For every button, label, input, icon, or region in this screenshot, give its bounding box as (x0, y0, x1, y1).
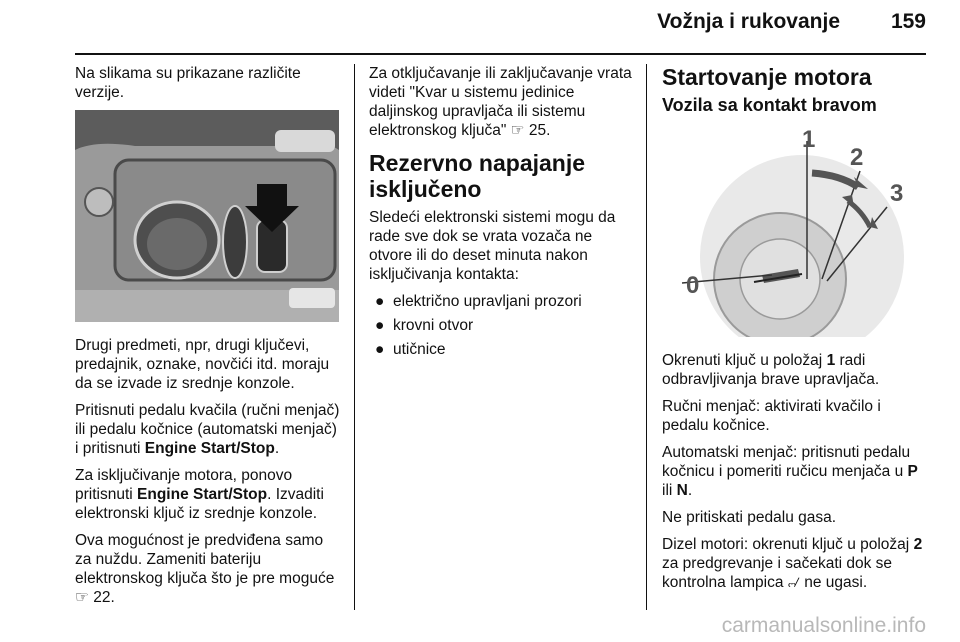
list-item (369, 316, 637, 335)
text: ili (662, 482, 673, 499)
text: Automatski menjač: pritisnuti pedalu kočnicu i pomeriti ručicu menjača u (662, 444, 911, 480)
text: Za isključivanje motora, ponovo pritisnuti (75, 467, 293, 503)
section-heading: Startovanje motora (662, 64, 872, 90)
systems-list (369, 292, 637, 359)
text: . (274, 440, 280, 457)
page-reference[interactable]: ☞ 22. (75, 589, 115, 606)
text: Dizel motori: okrenuti ključ u položaj (662, 536, 910, 553)
position-label-2: 2 (850, 144, 864, 171)
bullet: ● (375, 317, 385, 334)
text: Ova mogućnost je predviđena samo za nuždu. Zameniti bateriju elektronskog ključa što je pre moguće (75, 532, 335, 587)
engine-start-stop-label: Engine Start/Stop (137, 486, 268, 503)
text: krovni otvor (393, 317, 474, 334)
text: ne ugasi. (804, 574, 868, 591)
paragraph-automatic (662, 443, 930, 500)
text: utičnice (393, 341, 446, 358)
paragraph-turn-off (75, 466, 343, 523)
list-item (369, 340, 637, 359)
list-item (369, 292, 637, 311)
text: Pritisnuti pedalu kvačila (ručni menjač) ili pedalu kočnice (automatski menjač) i pritisnuti (75, 402, 340, 457)
paragraph-systems: Sledeći elektronski sistemi mogu da rade sve dok se vrata vozača ne otvore ili do deset minuta nakon isključivanja kontakta: (369, 209, 616, 283)
column-1 (75, 64, 343, 615)
console-figure (75, 110, 339, 322)
paragraph-remove-objects: Drugi predmeti, npr, drugi ključevi, predajnik, oznake, novčići itd. moraju da se izvade iz srednje konzole. (75, 337, 330, 392)
glow-plug-icon: ୷ (787, 574, 800, 591)
paragraph-manual: Ručni menjač: aktivirati kvačilo i pedalu kočnice. (662, 398, 881, 434)
subheading: Vozila sa kontakt bravom (662, 95, 877, 115)
text: . Izvaditi elektronski ključ iz srednje konzole. (75, 486, 324, 522)
position-label-0: 0 (686, 272, 700, 299)
paragraph-press-pedal (75, 401, 343, 458)
column-divider (646, 64, 647, 610)
ignition-switch-figure (662, 125, 926, 337)
gear-p: P (907, 463, 918, 480)
intro-text: Na slikama su prikazane različite verzije. (75, 65, 301, 101)
position-number: 2 (913, 536, 923, 553)
text: električno upravljani prozori (393, 293, 582, 310)
paragraph-emergency (75, 531, 343, 607)
gear-n: N (676, 482, 688, 499)
text: . (687, 482, 693, 499)
column-3 (662, 64, 930, 600)
paragraph-unlock (369, 64, 637, 140)
text: Za otključavanje ili zaključavanje vrata videti "Kvar u sistemu jedinice daljinskog upravljača ili sistemu elektronskog ključa" (369, 65, 632, 139)
position-label-3: 3 (890, 180, 904, 207)
text: Okrenuti ključ u položaj (662, 352, 823, 369)
column-divider (354, 64, 355, 610)
watermark: carmanualsonline.info (721, 614, 926, 637)
paragraph-no-gas: Ne pritiskati pedalu gasa. (662, 509, 837, 526)
text: radi odbravljivanja brave upravljača. (662, 352, 880, 388)
position-number: 1 (826, 352, 836, 369)
text: za predgrevanje i sačekati dok se kontrolna lampica (662, 555, 893, 591)
bullet: ● (375, 293, 385, 310)
header-rule (75, 53, 926, 55)
bullet: ● (375, 341, 385, 358)
column-2 (369, 64, 637, 364)
section-heading: Rezervno napajanje isključeno (369, 150, 586, 202)
paragraph-diesel (662, 535, 930, 592)
paragraph-turn-key (662, 351, 930, 389)
page-number: 159 (890, 10, 926, 33)
engine-start-stop-label: Engine Start/Stop (144, 440, 275, 457)
chapter-title: Vožnja i rukovanje (657, 10, 840, 33)
position-label-1: 1 (802, 126, 816, 153)
page-reference[interactable]: ☞ 25. (510, 122, 551, 139)
